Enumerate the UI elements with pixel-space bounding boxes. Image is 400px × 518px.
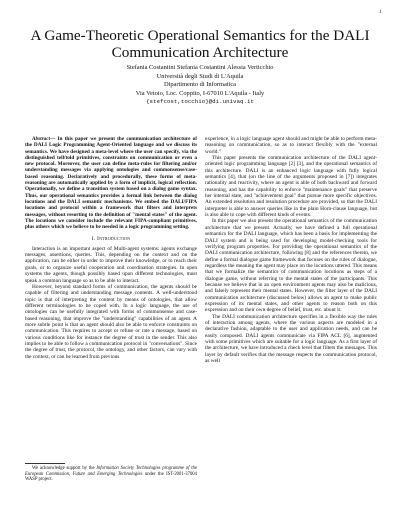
footnote-part: We acknowledge support by the (32, 466, 97, 471)
abstract-label: Abstract (32, 136, 51, 142)
abstract (25, 136, 197, 230)
footnote-rule (25, 463, 65, 464)
email: {stefcost,tocchio}@di.univaq.it (146, 98, 254, 106)
footnote-programme: Information Society Technologies programme of the European Commission, Future and Emerging Technologies (25, 466, 197, 477)
abstract-text: — In this paper we present the communication architecture of the DALI Logic Programming Agent-Oriented language and we discuss its semantics. We have designed a meta-level where the user can specify, via the distinguished tell/told primitives, constraints on communication or even a new protocol. Moreover, the user can define meta-rules for filtering and/or understanding messages via applying ontologies and commonsense/case-based reasoning. Declaratively and procedurally, these forms of meta-reasoning are automatically applied by a form of implicit, logical reflection. Operationally, we define a transition system based on a dialog game syntax. Thus, our operational semantics provides a formal link between the dialog locutions and the DALI semantic mechanisms. We embed the DALI/FIPA locutions and protocol within a framework that filters and interprets messages, without resorting to the definition of "mental states" of the agent. The locutions we consider include the relevant FIPA-compliant primitives, plus others which we believe to be needed in a logic programming setting. (25, 136, 197, 231)
author-block (20, 64, 380, 107)
section-heading: I. Introduction (91, 236, 131, 243)
left-column (25, 136, 197, 360)
page-number: 1 (379, 9, 382, 15)
address: Via Vetoio, Loc. Coppito, I-67010 L'Aquila - Italy (135, 89, 265, 97)
paragraph: This paper presents the communication architecture of the DALI agent-oriented logic programming language [2] [3], and the operational semantics of this architecture. DALI is an enhanced logic language with fully logical semantics [4], that (on the line of the arguments proposed in [7]) integrates rationality and reactivity, where an agent is able of both backward and forward reasoning, and has the capability to enforce "maintenance goals" that preserve her internal state, and "achievement goal" that pursue more specific objectives. An extended resolution and resolution procedure are provided, so that the DALI interpreter is able to answer queries like in the plain Horn-clause language, but is also able to cope with different kinds of events. (205, 155, 377, 219)
paragraph: Interaction is an important aspect of Multi-agent systems: agents exchange messages, assertions, queries. This, depending on the context and on the application, can be either in order to improve their knowledge, or to reach their goals, or to organize useful cooperation and coordination strategies. In open systems the agents, though possibly based upon different technologies, must speak a common language so as to be able to interact. (25, 245, 197, 284)
right-column (205, 136, 377, 364)
paper-title: A Game-Theoretic Operational Semantics for the DALI Communication Architecture (30, 27, 370, 61)
affiliation-department: Dipartimento di Informatica (163, 81, 237, 89)
footnote (25, 463, 197, 483)
authors: Stefania Costantini Stefania Costantini Alessia Verticchio (126, 64, 274, 71)
paragraph: However, beyond standard forms of communication, the agents should be capable of filtering and understanding message contents. A well-understood topic is that of interpreting the content by means of ontologies, that allow different terminologies to be coped with. In a logic language, the use of ontologies can be usefully integrated with forms of commonsense and case-based reasoning, that improve the "understanding" capabilities of an agent. A more subtle point is that an agent should also be able to enforce constraints on communication. This requires to accept or refuse or rate a message, based on various conditions like for instance the degree of trust in the sender. This also implies to be able to follow a communication protocol in "conversations". Since the degree of trust, the protocol, the ontology, and other factors, can vary with the context, or can be learned from previous (25, 283, 197, 360)
footnote-text (25, 466, 197, 483)
affiliation-university: Università degli Studi di L'Aquila (156, 72, 244, 80)
paragraph: The DALI communication architecture specifies in a flexible way the rules of interaction among agents, where the various aspects are modeled in a declarative fashion, adaptable to the user and application needs, and can be easily composed. DALI agents communicate via FIPA ACL [6], augmented with some primitives which are suitable for a logic language. As a first layer of the architecture, we have introduced a check level that filters the messages. This layer by default verifies that the message respects the communication protocol, as well (205, 313, 377, 365)
paragraph: experience, in a logic language agent should and might be able to perform meta-reasoning on communication, so as to interact flexibly with the "external world." (205, 136, 377, 155)
paragraph: In this paper we also present the operational semantics of the communication architecture that we present. Actually, we have defined a full operational semantics for the DALI language, which has been a basis for implementing the DALI system and is being used for developing model-checking tools for verifying program properties. For providing the operational semantics of the DALI communication architecture, following [8] and the references therein, we define a formal dialogue game framework that focuses on the rules of dialogue, regardless the meaning the agent may place on the locutions uttered. This means that we formalize the semantics of communication locutions as steps of a dialogue game, without referring to the mental states of the participants. This because we believe that in an open environment agents may also be malicious, and falsely represent their mental states. However, the filter layer of the DALI communication architecture (discussed below) allows an agent to make public expression of its mental states, and other agents to reason both on this expression and on their own degree of belief, trust, etc. about it. (205, 218, 377, 314)
footnote-part: under the IST-2001-37004 WASP project. (25, 471, 197, 483)
